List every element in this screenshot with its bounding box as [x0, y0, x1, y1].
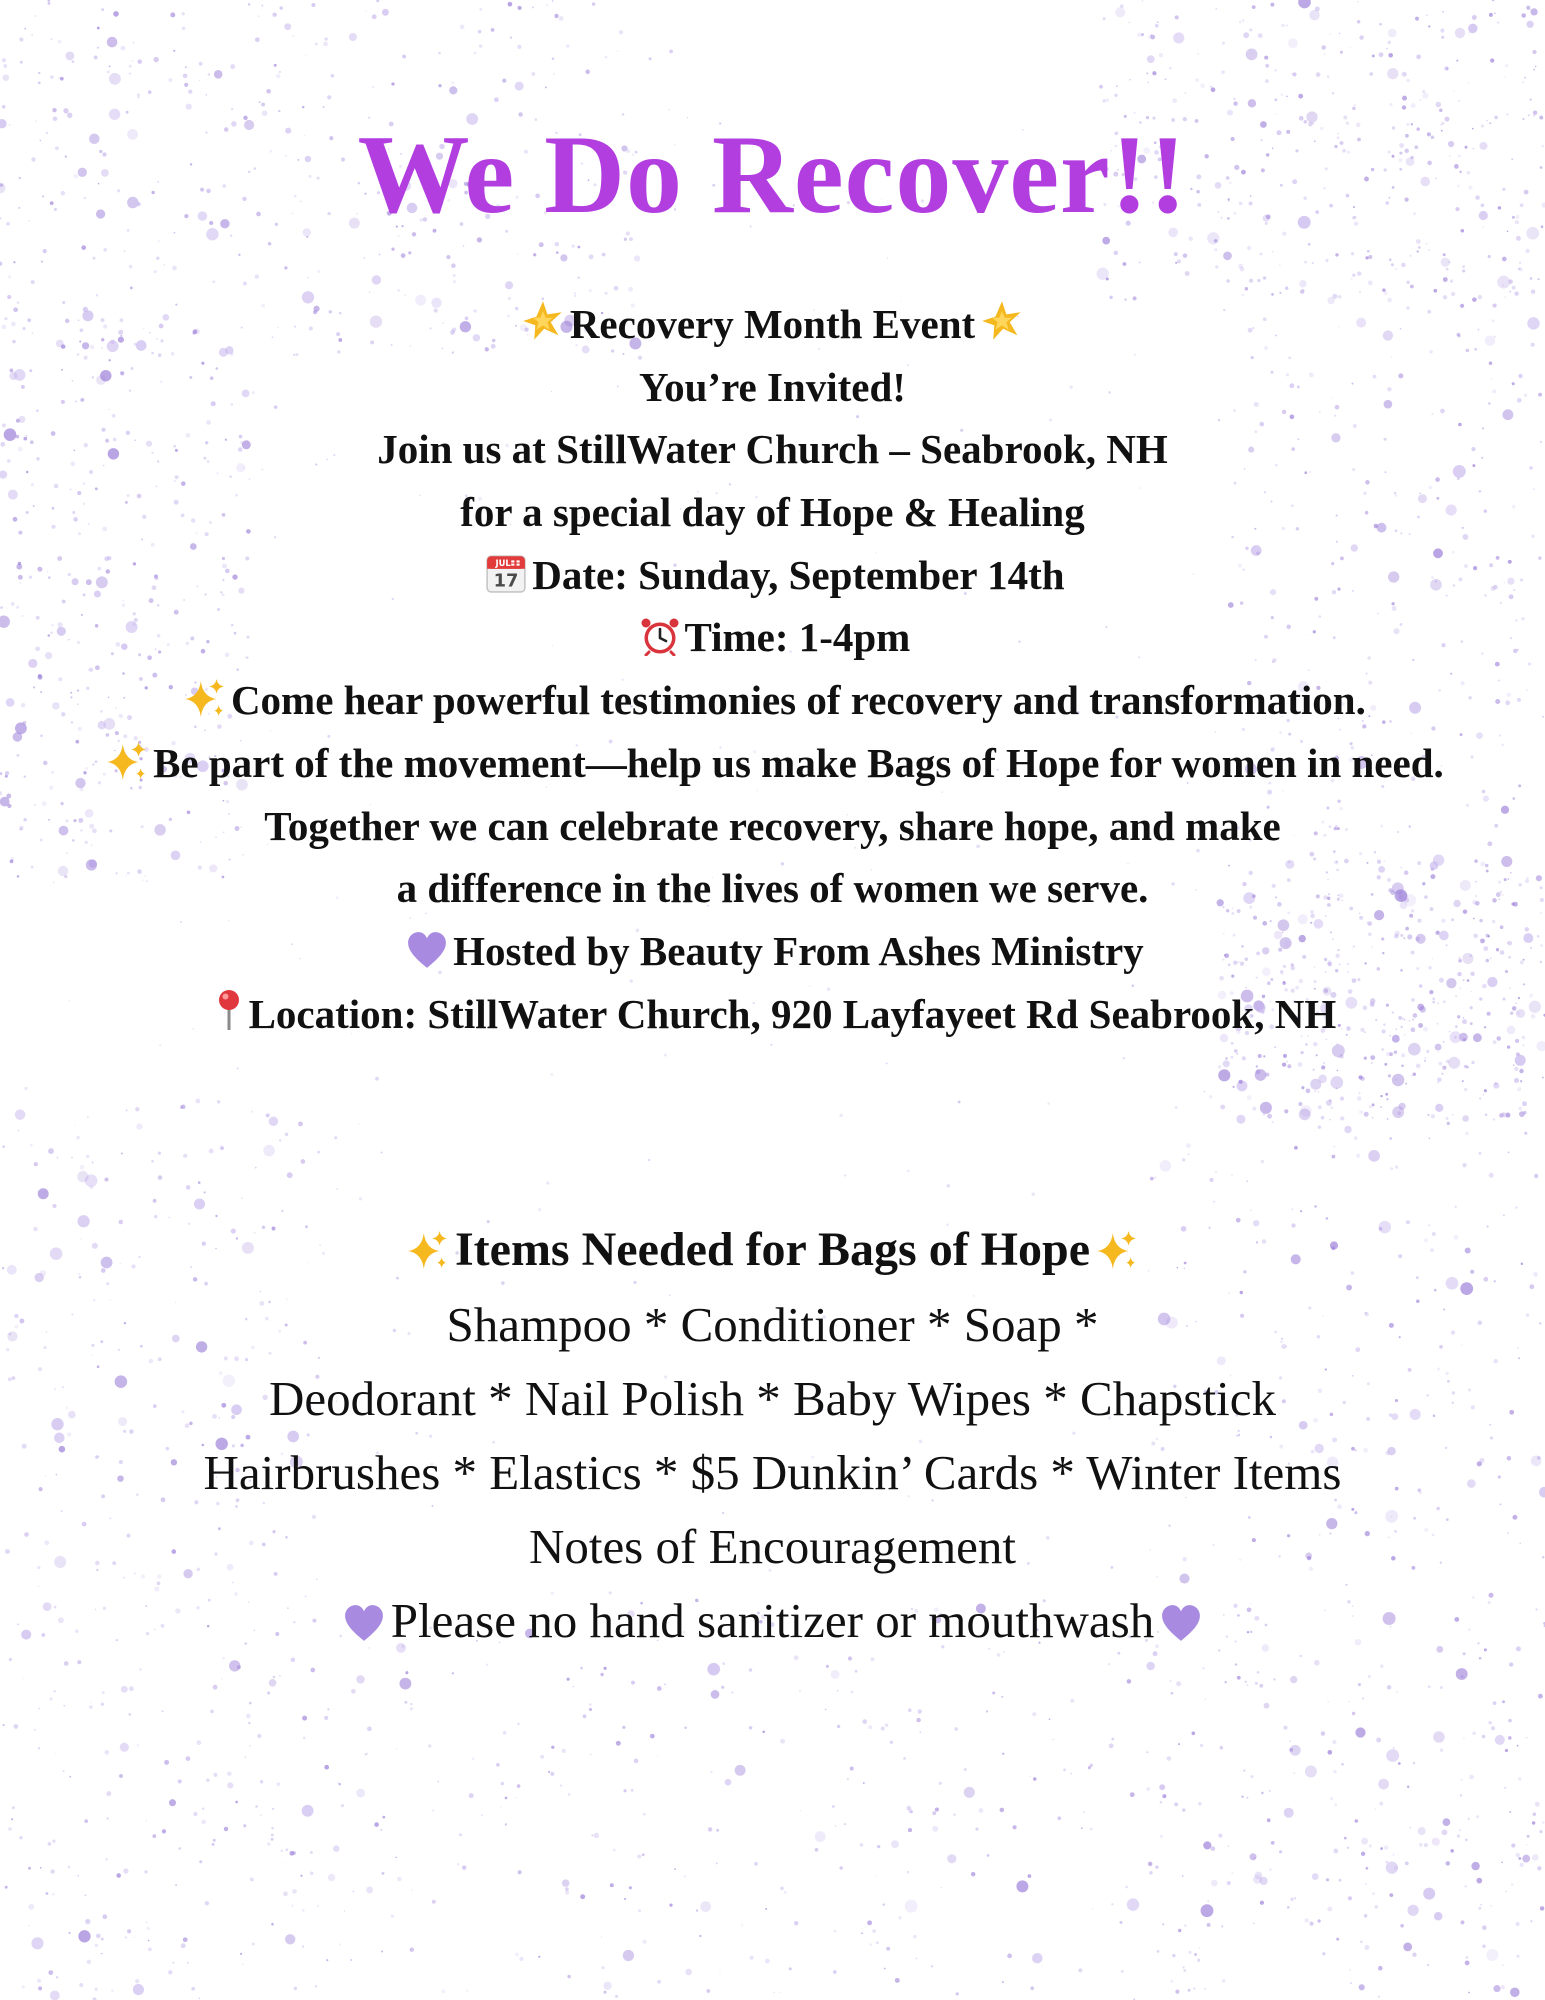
svg-text:JUL: JUL: [495, 557, 512, 568]
event-line-text: Recovery Month Event: [569, 301, 976, 347]
event-line-text: Together we can celebrate recovery, share hope, and make: [264, 802, 1281, 849]
items-line-text: Shampoo * Conditioner * Soap *: [446, 1297, 1099, 1352]
alarm-clock-icon: [640, 616, 680, 656]
event-line-date: [0, 544, 1545, 607]
items-line-text: Notes of Encouragement: [528, 1519, 1017, 1574]
purple-heart-icon: [406, 930, 448, 970]
calendar-icon: [485, 552, 527, 594]
items-line-text: Please no hand sanitizer or mouthwash: [390, 1593, 1155, 1648]
items-line-warning: [0, 1584, 1545, 1658]
items-line-text: Deodorant * Nail Polish * Baby Wipes * Chapstick: [269, 1371, 1276, 1426]
round-pushpin-icon: [214, 988, 244, 1032]
event-line-text: Come hear powerful testimonies of recovery and transformation.: [230, 677, 1366, 724]
event-line-testimonies: [0, 669, 1545, 732]
sparkles-icon: [106, 740, 148, 782]
event-line-difference: [0, 857, 1545, 920]
purple-heart-icon: [1160, 1603, 1202, 1643]
event-line-movement: [0, 732, 1545, 795]
sparkle-star-icon: [980, 299, 1024, 343]
sparkle-star-icon: [521, 299, 565, 343]
svg-text:17: 17: [493, 570, 519, 592]
items-line: [0, 1362, 1545, 1436]
sparkles-icon: [184, 677, 226, 719]
event-line-location: [0, 983, 1545, 1046]
event-details: [0, 293, 1545, 1045]
sparkles-icon: [407, 1229, 449, 1271]
items-heading-text: Items Needed for Bags of Hope: [454, 1223, 1091, 1276]
flyer-title: We Do Recover!!: [357, 113, 1188, 237]
event-line-text: a difference in the lives of women we serve.: [396, 865, 1149, 912]
event-line-recovery-month: [0, 293, 1545, 356]
event-line-together: [0, 795, 1545, 858]
event-line-venue: [0, 418, 1545, 481]
event-line-text: Be part of the movement—help us make Bags of Hope for women in need.: [153, 739, 1444, 786]
event-line-text: Hosted by Beauty From Ashes Ministry: [453, 927, 1144, 974]
event-line-invited: [0, 356, 1545, 419]
items-line: [0, 1436, 1545, 1510]
event-line-host: [0, 920, 1545, 983]
sparkles-icon: [1096, 1229, 1138, 1271]
event-line-time: [0, 606, 1545, 669]
items-line: [0, 1288, 1545, 1362]
purple-heart-icon: [343, 1603, 385, 1643]
event-line-hope-healing: [0, 481, 1545, 544]
event-line-text: Join us at StillWater Church – Seabrook, NH: [377, 426, 1168, 473]
event-line-text: Location: StillWater Church, 920 Layfayeet Rd Seabrook, NH: [248, 990, 1337, 1037]
event-line-text: for a special day of Hope & Healing: [460, 489, 1085, 536]
items-line-text: Hairbrushes * Elastics * $5 Dunkin’ Cards * Winter Items: [203, 1445, 1342, 1500]
items-heading: [0, 1212, 1545, 1288]
items-line: [0, 1510, 1545, 1584]
event-line-text: Time: 1-4pm: [684, 614, 911, 661]
items-needed-section: [0, 1212, 1545, 1658]
event-line-text: You’re Invited!: [639, 363, 906, 410]
event-line-text: Date: Sunday, September 14th: [532, 551, 1065, 598]
